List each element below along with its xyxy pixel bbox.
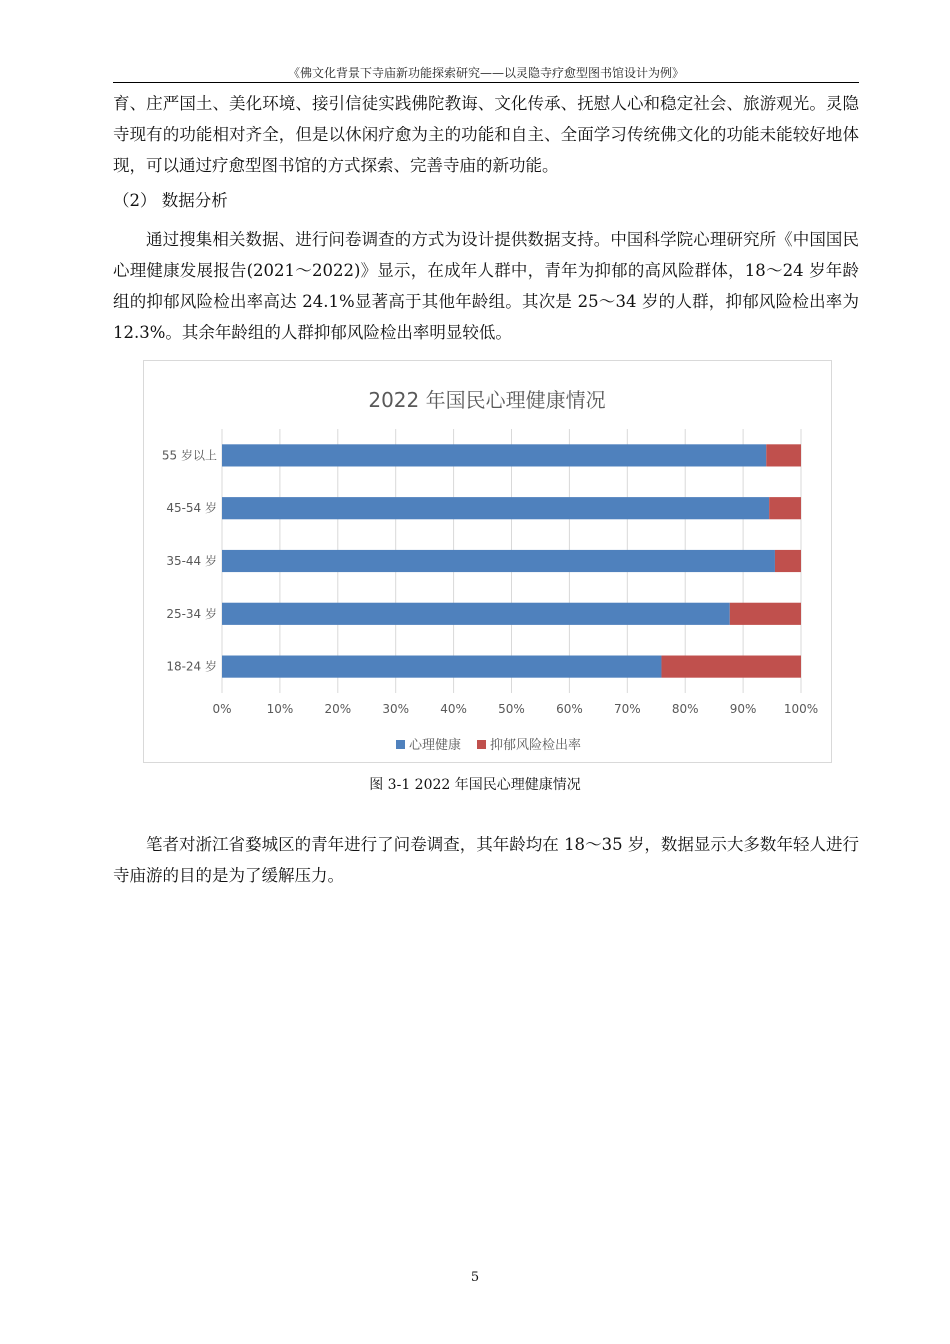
bar-healthy (222, 656, 661, 678)
running-header: 《佛文化背景下寺庙新功能探索研究——以灵隐寺疗愈型图书馆设计为例》 (287, 66, 684, 80)
paragraph-1: 育、庄严国土、美化环境、接引信徒实践佛陀教诲、文化传承、抚慰人心和稳定社会、旅游观光。灵隐寺现有的功能相对齐全，但是以休闲疗愈为主的功能和自主、全面学习传统佛文化的功能未能较好地体现，可以通过疗愈型图书馆的方式探索、完善寺庙的新功能。 (113, 94, 859, 175)
x-tick-label: 90% (729, 702, 757, 716)
x-tick-label: 30% (382, 702, 410, 716)
x-tick-label: 40% (440, 702, 467, 716)
x-tick-label: 50% (498, 702, 525, 716)
figure-caption: 图 3-1 2022 年国民心理健康情况 (369, 777, 581, 793)
paragraph-2: 通过搜集相关数据、进行问卷调查的方式为设计提供数据支持。中国科学院心理研究所《中国国民心理健康发展报告(2021～2022)》显示，在成年人群中，青年为抑郁的高风险群体，18～24 岁年龄组的抑郁风险检出率高达 24.1%显著高于其他年龄组。其次是 25～34 岁的人群，抑郁风险检出率为 12.3%。其余年龄组的人群抑郁风险检出率明显较低。 (113, 230, 859, 342)
bar-healthy (222, 603, 730, 625)
bar-healthy (222, 497, 769, 519)
bar-depression-risk (775, 550, 801, 572)
x-tick-label: 0% (212, 702, 232, 716)
legend-swatch (396, 740, 405, 749)
y-category-label: 18-24 岁 (166, 659, 217, 674)
page-number: 5 (470, 1270, 480, 1285)
y-category-label: 45-54 岁 (166, 501, 217, 516)
bar-depression-risk (661, 656, 801, 678)
bar-depression-risk (730, 603, 801, 625)
y-category-label: 35-44 岁 (166, 554, 217, 568)
bar-depression-risk (766, 444, 801, 466)
legend-label: 抑郁风险检出率 (490, 738, 582, 753)
legend-label: 心理健康 (409, 738, 462, 753)
bar-healthy (222, 550, 775, 572)
y-category-label: 55 岁以上 (161, 448, 217, 463)
chart-title: 2022 年国民心理健康情况 (368, 388, 606, 412)
x-tick-label: 60% (556, 702, 583, 716)
bar-healthy (222, 444, 766, 466)
paragraph-3: 笔者对浙江省婺城区的青年进行了问卷调查，其年龄均在 18～35 岁，数据显示大多数年轻人进行寺庙游的目的是为了缓解压力。 (113, 835, 859, 885)
x-tick-label: 100% (783, 702, 819, 716)
x-tick-label: 20% (324, 702, 352, 716)
legend-swatch (477, 740, 486, 749)
section-heading: （2） 数据分析 (113, 191, 228, 210)
bar-depression-risk (769, 497, 801, 519)
y-category-label: 25-34 岁 (166, 606, 217, 621)
x-tick-label: 70% (613, 702, 641, 716)
x-tick-label: 10% (266, 702, 294, 716)
chart-container (143, 360, 832, 763)
header-rule (113, 82, 859, 83)
stacked-bar-chart (144, 361, 831, 762)
x-tick-label: 80% (671, 702, 699, 716)
